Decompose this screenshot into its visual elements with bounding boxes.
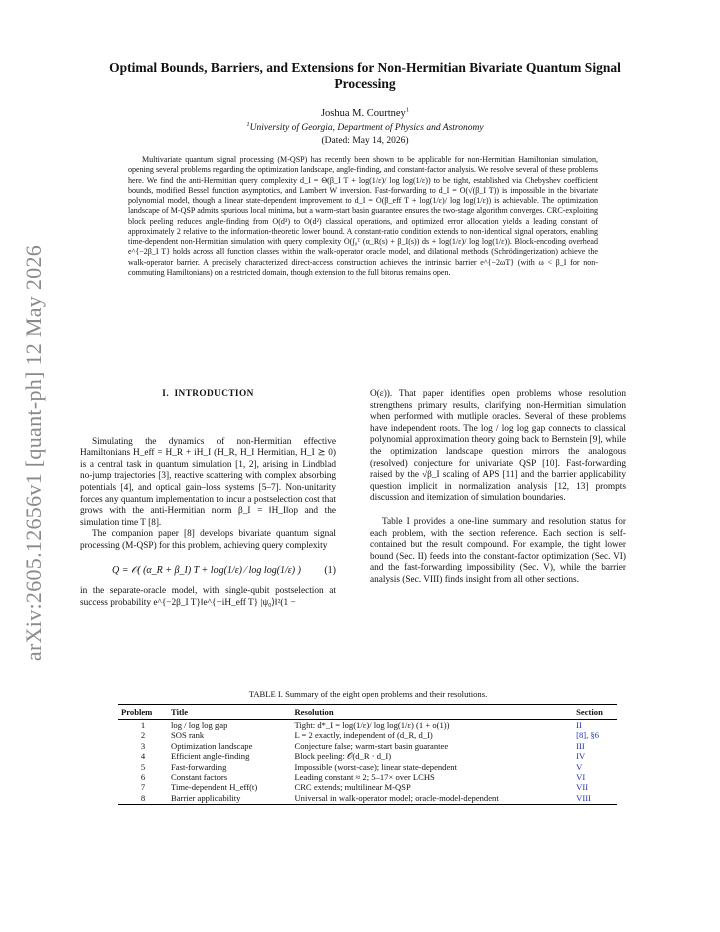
table-cell: Conjecture false; warm-start basin guarantee: [294, 740, 449, 751]
summary-table: [118, 704, 617, 805]
column-header: Title: [168, 705, 291, 720]
table-cell: CRC extends; multilinear M-QSP: [294, 782, 411, 793]
paragraph: Table I provides a one-line summary and resolution status for each problem, with the section reference. Each section is self-contained but the result compound. For example, the tight lower bound (Sec. II) feeds into the constant-factor optimization (Sec. VI) and the fast-forwarding impossibility (Sec. V), while the barrier analysis (Sec. VIII) finds insight from all other sections.: [370, 516, 626, 585]
section-link[interactable]: VI: [576, 772, 586, 783]
column-header: Problem: [118, 705, 168, 720]
date-line: (Dated: May 14, 2026): [321, 136, 409, 146]
table-cell: L = 2 exactly, independent of (d_R, d_I): [294, 730, 433, 741]
arxiv-side-stamp: [14, 238, 54, 668]
equation-body: Q = 𝒪( (α_R + β_I) T + log(1/ε) ⁄ log log(1/ε) ): [112, 564, 301, 576]
table-cell: Impossible (worst-case); linear state-dependent: [294, 761, 457, 772]
abstract: Multivariate quantum signal processing (M-QSP) has recently been shown to be applicable for non-Hermitian Hamiltonian simulation, opening several problems regarding the optimization landscape, angle-finding, and constant-factor analysis. We resolve several of these problems here. We find the anti-Hermitian query complexity d_I = Θ(β_I T + log(1/ε)/ log log(1/ε)) to be tight, established via Chebyshev coefficient bounds, modified Bessel function asymptotics, and Lambert W inversion. Fast-forwarding to d_I = O(√(β_I T)) is impossible in the bivariate polynomial model, though a linear state-dependent improvement to d_I = O(β_eff T + log(1/ε)/ log log(1/ε)) is achievable. The optimization landscape of M-QSP admits spurious local minima, but a warm-start basin guarantee ensures the two-stage algorithm converges. CRC-exploiting block peeling reduces angle-finding from O(d³) to O(d²) classical operations, and optimized error allocation yields a leading constant of approximately 2 relative to the information-theoretic lower bound. A constant-ratio condition extends to non-identical signal operators, enabling time-dependent non-Hermitian simulation with query complexity O(∫₀ᵀ (α_R(s) + β_I(s)) ds + log(1/ε)/ log log(1/ε)). Block-encoding overhead e^{−2β_I T} holds across all function classes within the walk-operator oracle model, and dilational methods (Schrödingerization) achieve the walk-operator barrier. A precisely characterized direct-access construction achieves the intrinsic barrier e^{−2ωT} (with ω < β_I for non-commuting Hamiltonians) on a restricted domain, though extension to the full bitorus remains open.: [128, 155, 598, 277]
table-cell: Tight: d*_I = log(1/ε)/ log log(1/ε) (1 + o(1)): [294, 720, 450, 730]
author-affiliation-mark: 1: [405, 106, 410, 114]
equation: [80, 565, 336, 577]
table-cell: 1: [140, 720, 146, 730]
section-link[interactable]: IV: [576, 751, 586, 762]
column-header: Section: [573, 705, 617, 720]
table-cell: log / log log gap: [171, 720, 228, 730]
table-row: [118, 730, 617, 740]
table-cell: Block peeling: 𝒪(d_R · d_I): [294, 751, 392, 762]
table-cell: 8: [118, 793, 168, 805]
paragraph: in the separate-oracle model, with single-qubit postselection at success probability e^{−2β_I T}‖e^{−iH_eff T} |ψ₀⟩‖²(1 −: [80, 586, 336, 608]
table-cell: Constant factors: [171, 772, 228, 783]
affiliation-mark: 1: [246, 120, 250, 128]
right-column: [370, 389, 626, 587]
table-row: [118, 782, 617, 792]
table-cell: Time-dependent H_eff(t): [171, 782, 258, 793]
table-cell: SOS rank: [171, 730, 205, 741]
section-link[interactable]: [8], §6: [576, 730, 600, 741]
paragraph: The companion paper [8] develops bivariate quantum signal processing (M-QSP) for this problem, achieving query complexity: [80, 529, 336, 551]
table-row: [118, 793, 617, 805]
table-cell: Efficient angle-finding: [171, 751, 250, 762]
table-caption: TABLE I. Summary of the eight open problems and their resolutions.: [248, 689, 488, 699]
section-link[interactable]: V: [576, 761, 583, 772]
author-name: Joshua M. Courtney: [320, 108, 406, 119]
section-heading: [80, 389, 336, 401]
table-cell: 2: [140, 730, 146, 741]
table-cell: Barrier applicability: [168, 793, 291, 805]
section-link[interactable]: III: [576, 740, 585, 751]
paragraph: O(ε)). That paper identifies open problems whose resolution strengthens primary results, clarifying non-Hermitian simulation when performed with mutliple oracles. Several of these problems have independent roots. The log / log log gap connects to classical polynomial approximation theory going back to Bernstein [9], while the optimization landscape question mirrors the analogous (resolved) conjecture for univariate QSP [10]. Fast-forwarding raised by the √β_I scaling of APS [11] and the barrier applicability question implicit in normalization analysis [12, 13] prompts discussion and itemization of simulation boundaries.: [370, 389, 626, 504]
section-link[interactable]: VII: [576, 782, 589, 793]
affiliation-line: [80, 120, 650, 133]
affiliation: University of Georgia, Department of Physics and Astronomy: [249, 123, 484, 133]
arxiv-identifier: arXiv:2605.12656v1 [quant-ph] 12 May 2026: [21, 244, 46, 662]
section-link[interactable]: II: [576, 720, 582, 730]
column-header: Resolution: [291, 705, 573, 720]
section-number: I.: [162, 389, 170, 399]
table-row: [118, 741, 617, 751]
paper-title: Optimal Bounds, Barriers, and Extensions for Non-Hermitian Bivariate Quantum Signal Processing: [109, 60, 621, 91]
table-row: [118, 751, 617, 761]
table-cell: 6: [140, 772, 146, 783]
table-row: [118, 762, 617, 772]
table-cell: Fast-forwarding: [171, 761, 227, 772]
table-row: [118, 772, 617, 782]
left-column: [80, 389, 336, 609]
section-link[interactable]: VIII: [573, 793, 617, 805]
table-cell: 5: [140, 761, 146, 772]
table-cell: 3: [140, 740, 146, 751]
table-row: [118, 720, 617, 731]
table-cell: Universal in walk-operator model; oracle-model-dependent: [291, 793, 573, 805]
table-header-row: [118, 705, 617, 720]
equation-number: (1): [324, 564, 336, 576]
section-title: INTRODUCTION: [174, 389, 254, 399]
table-cell: Leading constant ≈ 2; 5–17× over LCHS: [294, 772, 435, 783]
table-cell: 4: [140, 751, 146, 762]
table-cell: Optimization landscape: [171, 740, 253, 751]
table-cell: 7: [140, 782, 146, 793]
author-line: [80, 108, 650, 119]
paragraph: Simulating the dynamics of non-Hermitian effective Hamiltonians H_eff = H_R + iH_I (H_R, H_I Hermitian, H_I ⪰ 0) is a central task in quantum simulation [1, 2], arising in Lindblad no-jump trajectories [3], reactive scattering with complex absorbing potentials [4], and optical gain–loss systems [5–7]. Non-unitarity forces any quantum implementation to incur a postselection cost that grows with the anti-Hermitian norm β_I = ‖H_I‖op and the simulation time T [8].: [80, 436, 336, 528]
